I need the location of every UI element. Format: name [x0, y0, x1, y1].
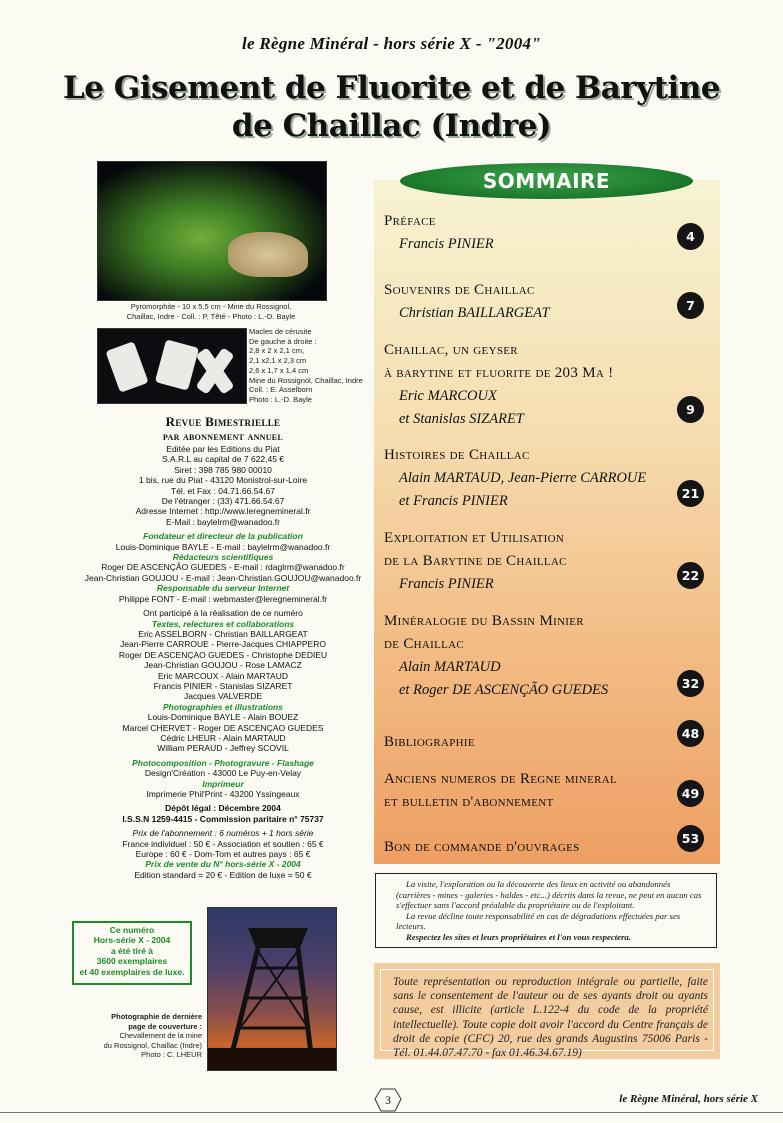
page-number-badge: 22 — [677, 562, 704, 589]
contents-entry[interactable]: Exploitation et Utilisation de la Barytine de Chaillac Francis PINIER — [384, 530, 567, 592]
contents-entry[interactable]: Anciens numeros de Regne mineral et bulletin d'abonnement — [384, 771, 618, 810]
cerusite-caption: Macles de cérusite De gauche à droite : 2,8 x 2 x 2,1 cm, 2,1 x2,1 x 2,3 cm 2,6 x 1,7 x 1,4 cm Mine du Rossignol, Chaillac, Indre Coll. : E. Asselborn Photo : L.-D. Bayle — [249, 327, 363, 404]
colophon: Revue Bimestrielle par abonnement annuel Editée par les Editions du Piat S.A.R.L au capital de 7 622,45 € Siret : 398 785 980 00010 1 bis, rue du Piat - 43120 Monistrol-sur-Loire Tél. et Fax : 04.71.66.54.67 De l'étranger : (33) 471.66.54.67 Adresse Internet : http://www.leregnemineral.fr E-Mail : baylelrm@wanadoo.fr Fondateur et directeur de la publication Louis-Dominique BAYLE - E-mail : baylelrm@wanadoo.fr Rédacteurs scientifiques Roger DE ASCENÇÃO GUEDES - E-mail : rdaglrm@wanadoo.fr Jean-Christian GOUJOU - E-mail : Jean-Christian.GOUJOU@wanadoo.fr Responsable du serveur Internet Philippe FONT - E-mail : webmaster@leregnemineral.fr Ont participé à la réalisation de ce numéro Textes, relectures et collaborations Eric ASSELBORN - Christian BAILLARGEAT Jean-Pierre CARROUE - Pierre-Jacques CHIAPPERO Roger DE ASCENÇAO GUEDES - Christophe DEDIEU Jean-Christian GOUJOU - Rose LAMACZ Eric MARCOUX - Alain MARTAUD Francis PINIER - Stanislas SIZARET Jacques VALVERDE Photographies et illustrations Louis-Dominique BAYLE - Alain BOUEZ Marcel CHERVET - Roger DE ASCENÇAO GUEDES Cédric LHEUR - Alain MARTAUD William PERAUD - Jeffrey SCOVIL Photocomposition - Photogravure - Flashage Design'Création - 43000 Le Puy-en-Velay Imprimeur Imprimerie Phil'Print - 43200 Yssingeaux Dépôt légal : Décembre 2004 I.S.S.N 1259-4415 - Commission paritaire n° 75737 Prix de l'abonnement : 6 numéros + 1 hors série France individuel : 50 € - Association et soutien : 65 € Europe : 60 € - Dom-Tom et autres pays : 65 € Prix de vente du N° hors-série X - 2004 Edition standard = 20 € - Edition de luxe = 50 € — [78, 414, 368, 880]
contents-entry[interactable]: Bibliographie — [384, 734, 475, 750]
page-number-badge: 53 — [677, 825, 704, 852]
series-subtitle: le Règne Minéral - hors série X - "2004" — [241, 34, 542, 53]
contents-entry[interactable]: Histoires de Chaillac Alain MARTAUD, Jean-Pierre CARROUE et Francis PINIER — [384, 447, 647, 509]
contents-entry[interactable]: Minéralogie du Bassin Minier de Chaillac Alain MARTAUD et Roger DE ASCENÇÃO GUEDES — [384, 613, 609, 698]
page-number-badge: 9 — [677, 396, 704, 423]
contents-entry[interactable]: Bon de commande d'ouvrages — [384, 839, 580, 855]
cover-photo-caption: Photographie de dernière page de couverture : Chevallement de la mine du Rossignol, Chaillac (Indre) Photo : C. LHEUR — [103, 1012, 202, 1060]
page-title-line1: Le Gisement de Fluorite et de Barytine — [62, 70, 721, 106]
contents-entry[interactable]: Préface Francis PINIER — [384, 213, 494, 252]
headframe-photo — [207, 907, 337, 1071]
footer-journal-name: le Règne Minéral, hors série X — [619, 1093, 758, 1105]
page-number-badge: 32 — [677, 670, 704, 697]
page-title-line2: de Chaillac (Indre) — [231, 108, 552, 144]
pyromorphite-caption: Pyromorphite - 10 x 5,5 cm - Mine du Rossignol, Chaillac, Indre - Coll. : P. Têté - Photo : L.-D. Bayle — [126, 302, 296, 321]
footer-rule — [0, 1112, 783, 1113]
cerusite-photo — [97, 328, 247, 404]
page-number-badge: 21 — [677, 480, 704, 507]
contents-heading: SOMMAIRE — [400, 163, 693, 199]
page-number-badge: 49 — [677, 780, 704, 807]
contents-entry[interactable]: Chaillac, un geyser à barytine et fluorite de 203 Ma ! Eric MARCOUX et Stanislas SIZARET — [384, 342, 614, 427]
copyright-notice: Toute représentation ou reproduction intégrale ou partielle, faite sans le consentement de l'auteur ou de ses ayants droit ou ayants cause, est illicite (article L.122-4 du code de la propriété intellectuelle). Toute copie doit avoir l'accord du Centre français de droit de copie (CFC) 20, rue des grands Augustins 75006 Paris - Tél. 01.44.07.47.70 - fax 01.46.34.67.19) — [374, 963, 720, 1059]
print-run-box: Ce numéro Hors-série X - 2004 a été tiré à 3600 exemplaires et 40 exemplaires de luxe. — [72, 921, 192, 985]
colophon-subheading: par abonnement annuel — [162, 429, 284, 443]
colophon-heading: Revue Bimestrielle — [165, 414, 281, 429]
contents-entry[interactable]: Souvenirs de Chaillac Christian BAILLARGEAT — [384, 282, 550, 321]
site-visit-notice: La visite, l'exploration ou la découverte des lieux en activité ou abandonnés (carrières - mines - galeries - haldes - etc...) décrits dans la revue, ne peut en aucun cas s'effectuer sans l'accord préalable du propriétaire ou de l'exploitant. La revue décline toute responsabilité en cas de dégradations effectuées par ses lecteurs. Respectez les sites et leurs propriétaires et l'on vous respectera. — [375, 873, 717, 948]
page-number-badge: 7 — [677, 292, 704, 319]
pyromorphite-photo — [97, 161, 327, 301]
page-number-badge: 48 — [677, 720, 704, 747]
page-number-badge: 4 — [677, 223, 704, 250]
page-number: 3 — [373, 1087, 403, 1113]
